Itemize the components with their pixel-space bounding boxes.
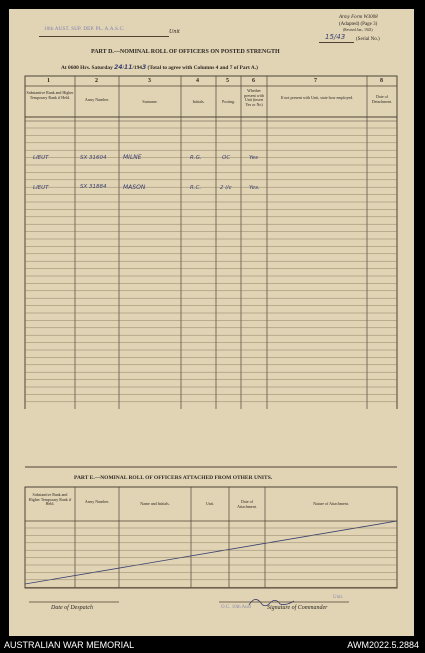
part-e-header-army-number: Army Number. [84, 499, 110, 504]
serial-number: 15/43 [325, 33, 346, 41]
part-e-header-attachment-date: Date of Attachment. [237, 499, 257, 509]
part-d-instruction: (Total to agree with Columns 4 and 7 of Part A.) [147, 65, 258, 71]
part-e-header-unit: Unit. [205, 501, 215, 506]
col-number-2: 2 [95, 78, 98, 84]
row-1-present: Yes [249, 155, 259, 161]
date-year: 3 [141, 64, 147, 71]
col-number-4: 4 [196, 78, 199, 84]
date-month: 11 [124, 64, 133, 71]
col-number-8: 8 [380, 78, 383, 84]
form-reference: Army Form W3008 [339, 15, 378, 20]
row-2-rank: LIEUT [33, 185, 49, 191]
document-page [9, 9, 414, 636]
col-number-3: 3 [148, 78, 151, 84]
part-e-grid [9, 9, 414, 636]
despatch-label: Date of Despatch [51, 605, 93, 611]
col-header-employed: If not present with Unit, state how employed. [280, 95, 354, 100]
row-1-posting: OC [222, 155, 231, 161]
part-d-title: PART D.—NOMINAL ROLL OF OFFICERS ON POSTED STRENGTH [91, 49, 280, 55]
caption-bar [0, 636, 425, 653]
part-e-header-name: Name and Initials. [140, 501, 170, 506]
part-e-header-nature: Nature of Attachment. [313, 501, 349, 506]
row-2-army-number: SX 31884 [80, 184, 107, 190]
row-2-present: Yes. [249, 185, 260, 191]
part-e-header-rank: Substantive Rank and Higher Temporary Rank if Held. [28, 492, 72, 507]
col-header-posting: Posting. [221, 99, 235, 104]
col-header-detachment: Date of Detachment. [371, 94, 393, 104]
unit-stamp: 10th AUST. SUP. DEP. PL. A.A.S.C. [44, 27, 125, 32]
signature-prefix: O.C. 10th Aust [221, 605, 252, 610]
col-number-6: 6 [252, 78, 255, 84]
date-prefix: /194 [132, 65, 142, 71]
row-2-initials: R.C. [190, 185, 202, 191]
col-header-army-number: Army Number. [84, 97, 110, 102]
row-1-initials: R.G. [190, 155, 202, 161]
date-day: 24 [114, 64, 123, 71]
col-header-surname: Surname. [142, 99, 158, 104]
part-e-title: PART E.—NOMINAL ROLL OF OFFICERS ATTACHED FROM OTHER UNITS. [74, 475, 273, 481]
signature-label: Signature of Commander [267, 605, 328, 611]
form-adapted: (Adapted) (Page 3) [339, 22, 378, 27]
row-2-surname: MASON [123, 184, 146, 191]
unit-suffix: Unit. [333, 595, 344, 600]
unit-label: Unit [169, 29, 180, 35]
at-prefix: At 0600 Hrs. Saturday [61, 65, 113, 71]
row-2-posting: 2 i/c [220, 185, 232, 191]
col-number-7: 7 [314, 78, 317, 84]
caption-left: AUSTRALIAN WAR MEMORIAL [4, 640, 135, 650]
row-1-army-number: SX 31604 [80, 155, 107, 161]
col-number-1: 1 [47, 78, 50, 84]
part-d-at-line: At 0600 Hrs. Saturday 24/11/1943 (Total to agree with Columns 4 and 7 of Part A.) [61, 64, 258, 71]
row-1-rank: LIEUT [33, 155, 49, 161]
col-number-5: 5 [226, 78, 229, 84]
row-1-surname: MILNE [123, 154, 142, 161]
col-header-present: Whether present with Unit (insert Yes or No) [244, 88, 264, 107]
col-header-initials: Initials. [192, 99, 205, 104]
col-header-rank: Substantive Rank and Higher Temporary Rank if Held. [26, 90, 74, 100]
serial-label: (Serial No.) [356, 37, 380, 42]
caption-right: AWM2022.5.2884 [347, 640, 419, 650]
form-revised: (Revised Jan., 1943) [343, 28, 373, 32]
